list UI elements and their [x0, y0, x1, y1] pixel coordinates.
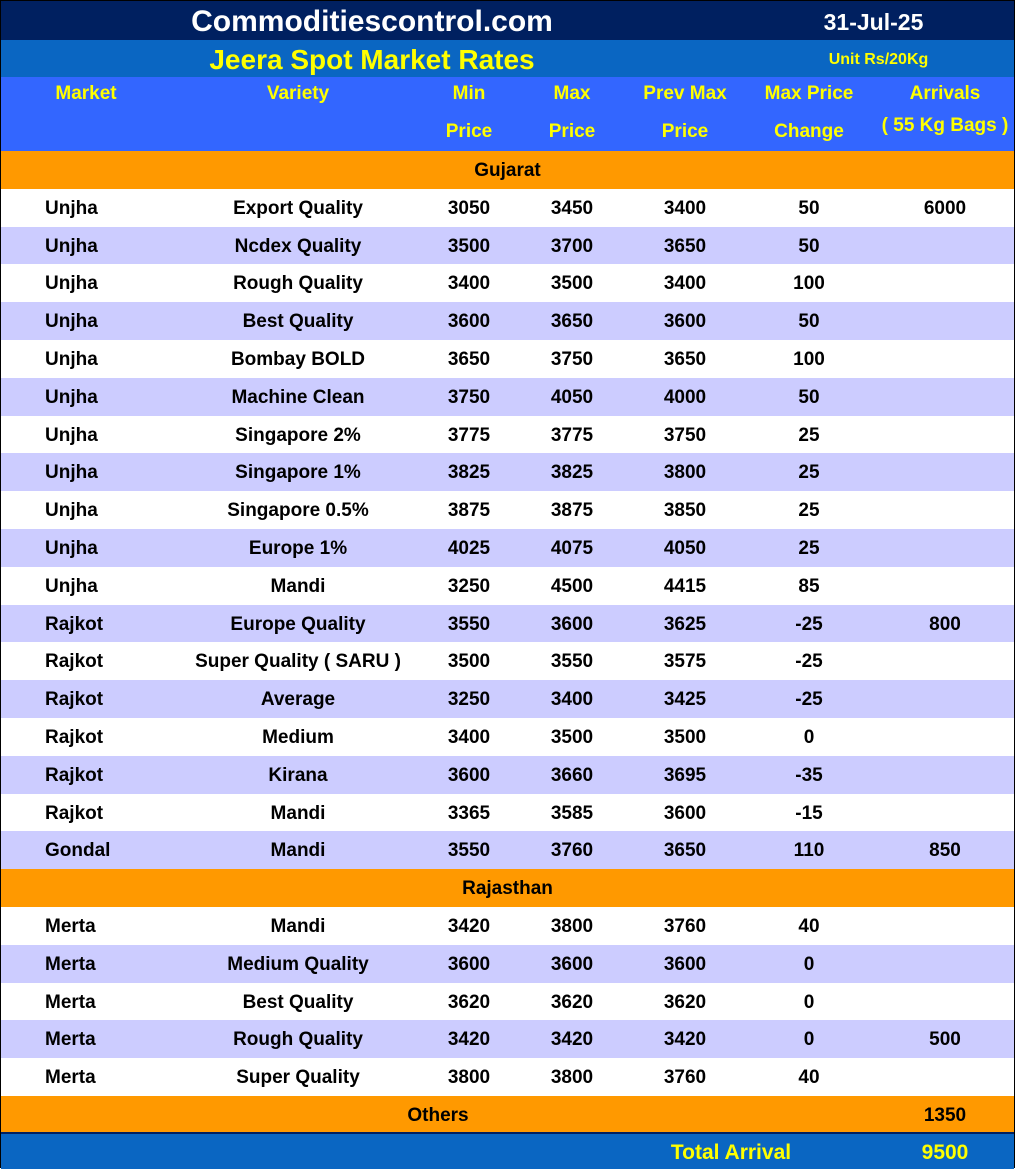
variety-cell: Best Quality — [242, 991, 354, 1013]
market-cell: Rajkot — [45, 651, 104, 673]
market-cell: Unjha — [45, 235, 98, 257]
min-price-cell: 3550 — [447, 840, 491, 862]
min-price-cell: 3500 — [447, 651, 491, 673]
max-price-cell: 3600 — [550, 613, 594, 635]
total-bar — [1, 1132, 1014, 1169]
price-change-cell: 0 — [803, 991, 815, 1013]
min-price-cell: 3600 — [447, 311, 491, 333]
price-change-cell: 50 — [798, 311, 820, 333]
market-cell: Rajkot — [45, 764, 104, 786]
table-row — [1, 642, 1014, 680]
max-price-cell: 3620 — [550, 991, 594, 1013]
price-change-cell: 40 — [798, 915, 820, 937]
column-header-arrivals — [875, 77, 1015, 151]
min-price-cell: 3400 — [447, 726, 491, 748]
table-row — [1, 453, 1014, 491]
column-header-row — [1, 77, 1014, 151]
arrivals-cell — [875, 680, 1015, 718]
column-header-max-price — [522, 77, 622, 151]
max-price-cell: 3400 — [550, 689, 594, 711]
max-price-cell: 3550 — [550, 651, 594, 673]
max-price-cell: 3875 — [550, 500, 594, 522]
market-cell: Unjha — [45, 462, 98, 484]
table-row — [1, 416, 1014, 454]
variety-cell: Singapore 0.5% — [227, 500, 369, 522]
price-change-cell: 50 — [798, 386, 820, 408]
variety-cell: Export Quality — [233, 197, 363, 219]
min-price-cell: 3400 — [447, 273, 491, 295]
arrivals-cell: 6000 — [923, 197, 967, 219]
report-title: Jeera Spot Market Rates — [209, 44, 535, 75]
market-cell: Rajkot — [45, 802, 104, 824]
price-change-cell: 40 — [798, 1067, 820, 1089]
prev-max-price-cell: 3650 — [663, 348, 707, 370]
max-price-cell: 3825 — [550, 462, 594, 484]
arrivals-cell — [875, 718, 1015, 756]
variety-cell: Mandi — [270, 802, 326, 824]
max-price-cell: 3750 — [550, 348, 594, 370]
unit-label: Unit Rs/20Kg — [828, 51, 929, 68]
market-cell: Rajkot — [45, 613, 104, 635]
variety-cell: Best Quality — [242, 311, 354, 333]
total-arrival-label: Total Arrival — [670, 1141, 792, 1164]
table-row — [1, 907, 1014, 945]
max-price-cell: 3650 — [550, 311, 594, 333]
prev-max-price-cell: 3500 — [663, 726, 707, 748]
price-change-cell: -15 — [795, 802, 823, 824]
prev-max-price-cell: 3850 — [663, 500, 707, 522]
column-header-arrivals-line1: Arrivals — [909, 83, 981, 104]
prev-max-price-cell: 3425 — [663, 689, 707, 711]
arrivals-cell — [875, 340, 1015, 378]
arrivals-cell: 500 — [929, 1029, 961, 1051]
arrivals-cell — [875, 567, 1015, 605]
market-cell: Gondal — [45, 840, 111, 862]
variety-cell: Super Quality — [236, 1067, 360, 1089]
region-row — [1, 869, 1014, 907]
prev-max-price-cell: 3800 — [663, 462, 707, 484]
arrivals-cell — [875, 264, 1015, 302]
price-change-cell: -25 — [795, 689, 823, 711]
max-price-cell: 4075 — [550, 537, 594, 559]
column-header-min-line1: Min — [452, 83, 486, 104]
market-cell: Unjha — [45, 500, 98, 522]
variety-cell: Europe 1% — [248, 537, 348, 559]
market-cell: Unjha — [45, 311, 98, 333]
prev-max-price-cell: 3695 — [663, 764, 707, 786]
others-arrivals: 1350 — [923, 1104, 967, 1126]
variety-cell: Machine Clean — [231, 386, 365, 408]
price-change-cell: -35 — [795, 764, 823, 786]
column-header-change-line2: Change — [774, 121, 844, 142]
table-row — [1, 1020, 1014, 1058]
table-row — [1, 189, 1014, 227]
prev-max-price-cell: 4415 — [663, 575, 707, 597]
max-price-cell: 3600 — [550, 953, 594, 975]
min-price-cell: 3500 — [447, 235, 491, 257]
site-title: Commoditiescontrol.com — [191, 5, 553, 38]
column-header-arrivals-line2: ( 55 Kg Bags ) — [881, 115, 1009, 136]
price-change-cell: 50 — [798, 197, 820, 219]
price-change-cell: 0 — [803, 1029, 815, 1051]
table-row — [1, 302, 1014, 340]
price-change-cell: 100 — [793, 348, 825, 370]
prev-max-price-cell: 3650 — [663, 840, 707, 862]
arrivals-cell — [875, 378, 1015, 416]
column-header-market-label: Market — [55, 83, 117, 104]
table-row — [1, 983, 1014, 1021]
price-change-cell: 25 — [798, 537, 820, 559]
column-header-prev-line1: Prev Max — [643, 83, 727, 104]
prev-max-price-cell: 3650 — [663, 235, 707, 257]
market-cell: Merta — [45, 953, 96, 975]
prev-max-price-cell: 3600 — [663, 311, 707, 333]
arrivals-cell — [875, 416, 1015, 454]
variety-cell: Ncdex Quality — [234, 235, 362, 257]
region-name: Gujarat — [474, 160, 541, 181]
market-cell: Unjha — [45, 386, 98, 408]
prev-max-price-cell: 3400 — [663, 273, 707, 295]
variety-cell: Mandi — [270, 915, 326, 937]
column-header-price-change — [750, 77, 868, 151]
min-price-cell: 3365 — [447, 802, 491, 824]
market-cell: Unjha — [45, 424, 98, 446]
table-row — [1, 718, 1014, 756]
arrivals-cell — [875, 529, 1015, 567]
table-row — [1, 794, 1014, 832]
min-price-cell: 3420 — [447, 915, 491, 937]
min-price-cell: 3250 — [447, 575, 491, 597]
report-date: 31-Jul-25 — [823, 9, 924, 35]
max-price-cell: 3760 — [550, 840, 594, 862]
others-label: Others — [407, 1104, 469, 1126]
table-row — [1, 1058, 1014, 1096]
market-cell: Merta — [45, 1067, 96, 1089]
table-row — [1, 378, 1014, 416]
min-price-cell: 3775 — [447, 424, 491, 446]
total-arrival-value: 9500 — [921, 1141, 969, 1164]
title-bar — [1, 1, 1014, 40]
column-header-prev-line2: Price — [661, 121, 709, 142]
variety-cell: Singapore 2% — [235, 424, 361, 446]
table-row — [1, 567, 1014, 605]
variety-cell: Singapore 1% — [235, 462, 361, 484]
subtitle-bar — [1, 40, 1014, 77]
table-row — [1, 264, 1014, 302]
min-price-cell: 3050 — [447, 197, 491, 219]
column-header-variety-label: Variety — [266, 83, 330, 104]
table-row — [1, 340, 1014, 378]
max-price-cell: 3700 — [550, 235, 594, 257]
prev-max-price-cell: 3575 — [663, 651, 707, 673]
market-cell: Rajkot — [45, 726, 104, 748]
variety-cell: Medium — [262, 726, 334, 748]
price-change-cell: 25 — [798, 500, 820, 522]
max-price-cell: 3800 — [550, 915, 594, 937]
market-cell: Unjha — [45, 575, 98, 597]
variety-cell: Average — [260, 689, 336, 711]
column-header-variety — [173, 77, 423, 151]
column-header-prev-max-price — [625, 77, 745, 151]
others-row — [1, 1096, 1014, 1134]
arrivals-cell — [875, 945, 1015, 983]
variety-cell: Rough Quality — [233, 273, 363, 295]
variety-cell: Kirana — [268, 764, 328, 786]
price-change-cell: -25 — [795, 613, 823, 635]
max-price-cell: 3500 — [550, 726, 594, 748]
price-change-cell: 85 — [798, 575, 820, 597]
min-price-cell: 3250 — [447, 689, 491, 711]
arrivals-cell — [875, 1058, 1015, 1096]
price-change-cell: 0 — [803, 726, 815, 748]
min-price-cell: 4025 — [447, 537, 491, 559]
market-cell: Unjha — [45, 537, 98, 559]
arrivals-cell — [875, 453, 1015, 491]
max-price-cell: 3420 — [550, 1029, 594, 1051]
prev-max-price-cell: 3400 — [663, 197, 707, 219]
price-change-cell: 50 — [798, 235, 820, 257]
column-header-max-line2: Price — [548, 121, 596, 142]
arrivals-cell — [875, 794, 1015, 832]
prev-max-price-cell: 3600 — [663, 953, 707, 975]
min-price-cell: 3420 — [447, 1029, 491, 1051]
prev-max-price-cell: 4050 — [663, 537, 707, 559]
variety-cell: Medium Quality — [227, 953, 369, 975]
max-price-cell: 3585 — [550, 802, 594, 824]
prev-max-price-cell: 3760 — [663, 915, 707, 937]
table-row — [1, 756, 1014, 794]
variety-cell: Rough Quality — [233, 1029, 363, 1051]
min-price-cell: 3600 — [447, 764, 491, 786]
table-row — [1, 831, 1014, 869]
arrivals-cell — [875, 491, 1015, 529]
variety-cell: Mandi — [270, 575, 326, 597]
prev-max-price-cell: 4000 — [663, 386, 707, 408]
max-price-cell: 4050 — [550, 386, 594, 408]
min-price-cell: 3620 — [447, 991, 491, 1013]
prev-max-price-cell: 3760 — [663, 1067, 707, 1089]
market-cell: Merta — [45, 991, 96, 1013]
min-price-cell: 3650 — [447, 348, 491, 370]
region-row — [1, 151, 1014, 189]
column-header-max-line1: Max — [553, 83, 591, 104]
price-change-cell: 0 — [803, 953, 815, 975]
variety-cell: Bombay BOLD — [230, 348, 366, 370]
column-header-change-line1: Max Price — [764, 83, 854, 104]
max-price-cell: 4500 — [550, 575, 594, 597]
max-price-cell: 3775 — [550, 424, 594, 446]
min-price-cell: 3825 — [447, 462, 491, 484]
table-row — [1, 945, 1014, 983]
variety-cell: Mandi — [270, 840, 326, 862]
region-name: Rajasthan — [462, 878, 553, 900]
column-header-min-line2: Price — [445, 121, 493, 142]
table-row — [1, 680, 1014, 718]
min-price-cell: 3600 — [447, 953, 491, 975]
arrivals-cell — [875, 983, 1015, 1021]
prev-max-price-cell: 3420 — [663, 1029, 707, 1051]
arrivals-cell — [875, 642, 1015, 680]
table-row — [1, 529, 1014, 567]
max-price-cell: 3500 — [550, 273, 594, 295]
min-price-cell: 3750 — [447, 386, 491, 408]
max-price-cell: 3660 — [550, 764, 594, 786]
price-change-cell: -25 — [795, 651, 823, 673]
price-change-cell: 110 — [793, 840, 825, 862]
min-price-cell: 3875 — [447, 500, 491, 522]
arrivals-cell — [875, 227, 1015, 265]
min-price-cell: 3800 — [447, 1067, 491, 1089]
table-row — [1, 605, 1014, 643]
min-price-cell: 3550 — [447, 613, 491, 635]
variety-cell: Super Quality ( SARU ) — [195, 651, 401, 673]
prev-max-price-cell: 3600 — [663, 802, 707, 824]
market-cell: Unjha — [45, 348, 98, 370]
price-change-cell: 25 — [798, 424, 820, 446]
table-row — [1, 227, 1014, 265]
market-cell: Unjha — [45, 273, 98, 295]
arrivals-cell: 800 — [929, 613, 961, 635]
prev-max-price-cell: 3625 — [663, 613, 707, 635]
prev-max-price-cell: 3620 — [663, 991, 707, 1013]
column-header-min-price — [419, 77, 519, 151]
variety-cell: Europe Quality — [230, 613, 366, 635]
column-header-market — [31, 77, 141, 151]
arrivals-cell — [875, 302, 1015, 340]
market-cell: Rajkot — [45, 689, 104, 711]
price-change-cell: 25 — [798, 462, 820, 484]
table-body — [1, 151, 1014, 1134]
max-price-cell: 3800 — [550, 1067, 594, 1089]
table-row — [1, 491, 1014, 529]
arrivals-cell — [875, 907, 1015, 945]
arrivals-cell: 850 — [929, 840, 961, 862]
max-price-cell: 3450 — [550, 197, 594, 219]
market-cell: Merta — [45, 915, 96, 937]
market-cell: Unjha — [45, 197, 98, 219]
price-change-cell: 100 — [793, 273, 825, 295]
arrivals-cell — [875, 756, 1015, 794]
market-cell: Merta — [45, 1029, 96, 1051]
prev-max-price-cell: 3750 — [663, 424, 707, 446]
